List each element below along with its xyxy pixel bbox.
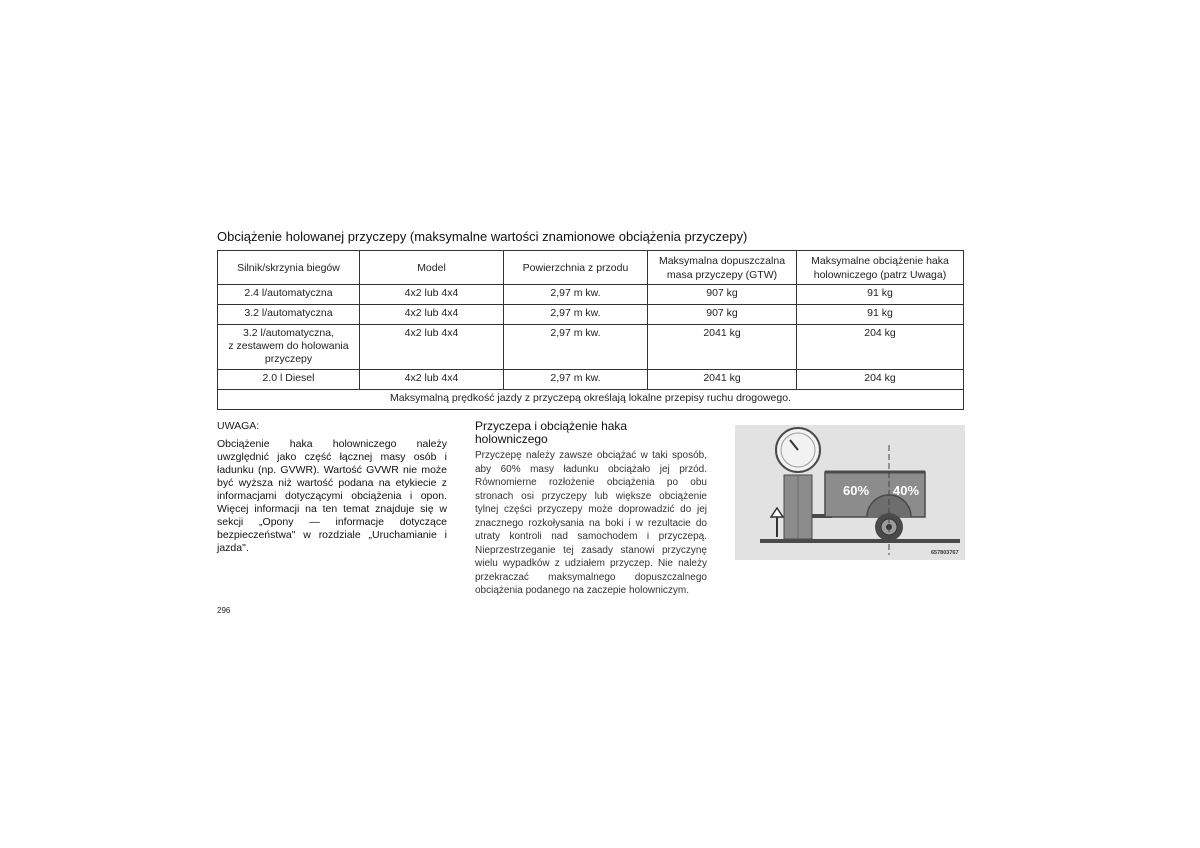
cell-engine: 3.2 l/automatyczna	[218, 305, 360, 325]
note-body: Obciążenie haka holowniczego należy uwzględnić jako część łącznej masy osób i ładunku (np. GVWR). Wartość GVWR nie może być wyższa niż wartość podana na etykiecie z informacjami dotyczącymi obciążenia i opon. Więcej informacji na ten temat znajduje się w sekcji „Opony — informacje dotyczące bezpieczeństwa" w rozdziale „Uruchamianie i jazda".	[217, 438, 447, 554]
cell-model: 4x2 lub 4x4	[360, 285, 504, 305]
table-row	[218, 370, 964, 390]
ground-line	[760, 539, 960, 543]
trailer-weight-table	[217, 250, 964, 410]
table-row	[218, 285, 964, 305]
cell-frontal-area: 2,97 m kw.	[504, 325, 648, 370]
cell-gtw: 907 kg	[648, 285, 797, 305]
cell-frontal-area: 2,97 m kw.	[504, 305, 648, 325]
cell-model: 4x2 lub 4x4	[360, 305, 504, 325]
table-row	[218, 305, 964, 325]
cell-engine: 2.4 l/automatyczna	[218, 285, 360, 305]
cell-engine: 3.2 l/automatyczna, z zestawem do holowania przyczepy	[218, 325, 360, 370]
column-header-model: Model	[360, 251, 504, 285]
cell-tongue-weight: 204 kg	[797, 370, 964, 390]
section-body: Przyczepę należy zawsze obciążać w taki sposób, aby 60% masy ładunku obciążało jej przód. Równomierne rozłożenie obciążenia po obu stronach osi przyczepy lub większe obciążenie tylnej części przyczepy może doprowadzić do jej znacznego rozkołysania na boki i w rezultacie do utraty kontroli nad samochodem i przyczepą. Nieprzestrzeganie tej zasady stanowi przyczynę wielu wypadków z udziałem przyczep. Nie należy przekraczać maksymalnego dopuszczalnego obciążenia podanego na zaczepie holowniczym.	[475, 450, 707, 596]
column-header-gtw: Maksymalna dopuszczalna masa przyczepy (GTW)	[648, 251, 797, 285]
cell-gtw: 907 kg	[648, 305, 797, 325]
page-number: 296	[217, 606, 231, 615]
cell-engine: 2.0 l Diesel	[218, 370, 360, 390]
table-footnote: Maksymalną prędkość jazdy z przyczepą określają lokalne przepisy ruchu drogowego.	[218, 390, 964, 410]
column-header-tongue-weight: Maksymalne obciążenie haka holowniczego (patrz Uwaga)	[797, 251, 964, 285]
cell-gtw: 2041 kg	[648, 370, 797, 390]
front-load-label: 60%	[843, 483, 870, 498]
table-footnote-row	[218, 390, 964, 410]
cell-frontal-area: 2,97 m kw.	[504, 370, 648, 390]
cell-tongue-weight: 91 kg	[797, 305, 964, 325]
cell-tongue-weight: 91 kg	[797, 285, 964, 305]
cell-tongue-weight: 204 kg	[797, 325, 964, 370]
table-header-row	[218, 251, 964, 285]
cell-frontal-area: 2,97 m kw.	[504, 285, 648, 305]
column-header-engine: Silnik/skrzynia biegów	[218, 251, 360, 285]
table-row	[218, 325, 964, 370]
table-title: Obciążenie holowanej przyczepy (maksymalne wartości znamionowe obciążenia przyczepy)	[217, 229, 748, 244]
section-heading: Przyczepa i obciążenie haka holowniczego	[475, 419, 628, 446]
rear-load-label: 40%	[893, 483, 920, 498]
figure-code: 657803767	[931, 550, 959, 556]
trailer-load-illustration	[735, 425, 965, 560]
cell-model: 4x2 lub 4x4	[360, 370, 504, 390]
note-heading: UWAGA:	[217, 420, 260, 432]
cell-gtw: 2041 kg	[648, 325, 797, 370]
column-header-frontal-area: Powierzchnia z przodu	[504, 251, 648, 285]
cell-model: 4x2 lub 4x4	[360, 325, 504, 370]
